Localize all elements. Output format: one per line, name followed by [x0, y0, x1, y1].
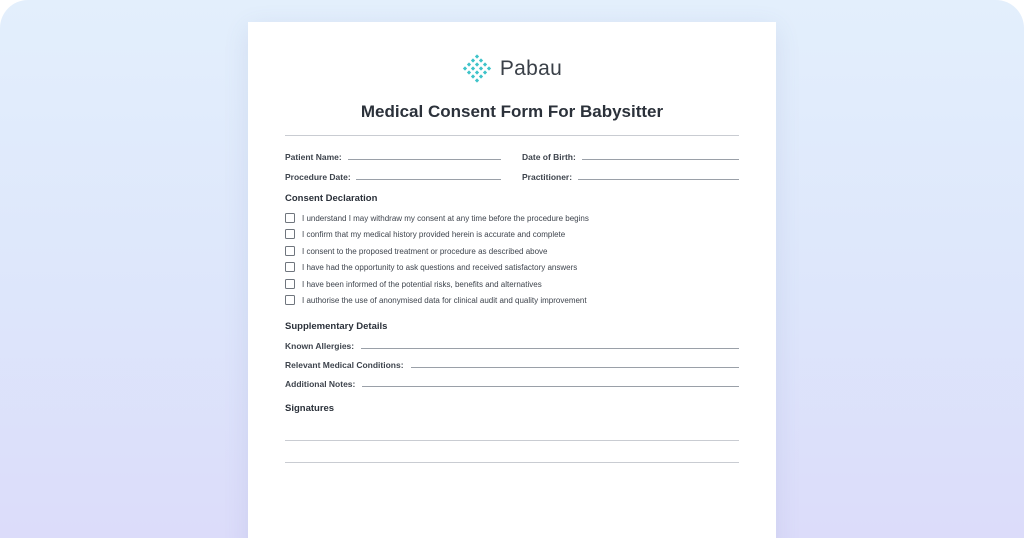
consent-item[interactable] [285, 229, 565, 239]
signatures-heading: Signatures [285, 403, 335, 414]
consent-item[interactable] [285, 213, 589, 223]
signature-line[interactable] [285, 462, 739, 463]
procedure-date-field[interactable] [356, 179, 501, 180]
checkbox[interactable] [285, 262, 295, 272]
consent-item[interactable] [285, 246, 547, 256]
checkbox[interactable] [285, 295, 295, 305]
known-allergies-label: Known Allergies: [285, 341, 355, 351]
known-allergies-field[interactable] [361, 348, 739, 349]
patient-name-field[interactable] [348, 159, 501, 160]
consent-form-document [248, 22, 776, 538]
checkbox[interactable] [285, 229, 295, 239]
consent-item-text: I have been informed of the potential risks, benefits and alternatives [302, 279, 542, 289]
consent-item[interactable] [285, 262, 577, 272]
signature-line[interactable] [285, 440, 739, 441]
checkbox[interactable] [285, 246, 295, 256]
consent-item-text: I consent to the proposed treatment or procedure as described above [302, 246, 548, 256]
brand-logo [248, 52, 776, 86]
practitioner-label: Practitioner: [522, 172, 573, 182]
consent-item-text: I understand I may withdraw my consent at any time before the procedure begins [302, 213, 589, 223]
consent-item-text: I have had the opportunity to ask questions and received satisfactory answers [302, 262, 578, 272]
checkbox[interactable] [285, 279, 295, 289]
medical-conditions-field[interactable] [411, 367, 739, 368]
date-of-birth-field[interactable] [582, 159, 739, 160]
medical-conditions-label: Relevant Medical Conditions: [285, 360, 404, 370]
procedure-date-label: Procedure Date: [285, 172, 351, 182]
additional-notes-label: Additional Notes: [285, 379, 356, 389]
additional-notes-field[interactable] [362, 386, 739, 387]
brand-name: Pabau [499, 57, 563, 80]
pabau-diamond-icon [462, 54, 492, 84]
date-of-birth-label: Date of Birth: [522, 152, 576, 162]
checkbox[interactable] [285, 213, 295, 223]
consent-item-text: I confirm that my medical history provided herein is accurate and complete [302, 229, 566, 239]
patient-name-label: Patient Name: [285, 152, 342, 162]
supplementary-heading: Supplementary Details [285, 321, 388, 332]
title-divider [285, 135, 739, 136]
consent-item-text: I authorise the use of anonymised data for clinical audit and quality improvement [302, 295, 587, 305]
practitioner-field[interactable] [578, 179, 739, 180]
consent-item[interactable] [285, 295, 587, 305]
form-title: Medical Consent Form For Babysitter [360, 102, 664, 121]
consent-heading: Consent Declaration [285, 193, 378, 204]
consent-item[interactable] [285, 279, 542, 289]
